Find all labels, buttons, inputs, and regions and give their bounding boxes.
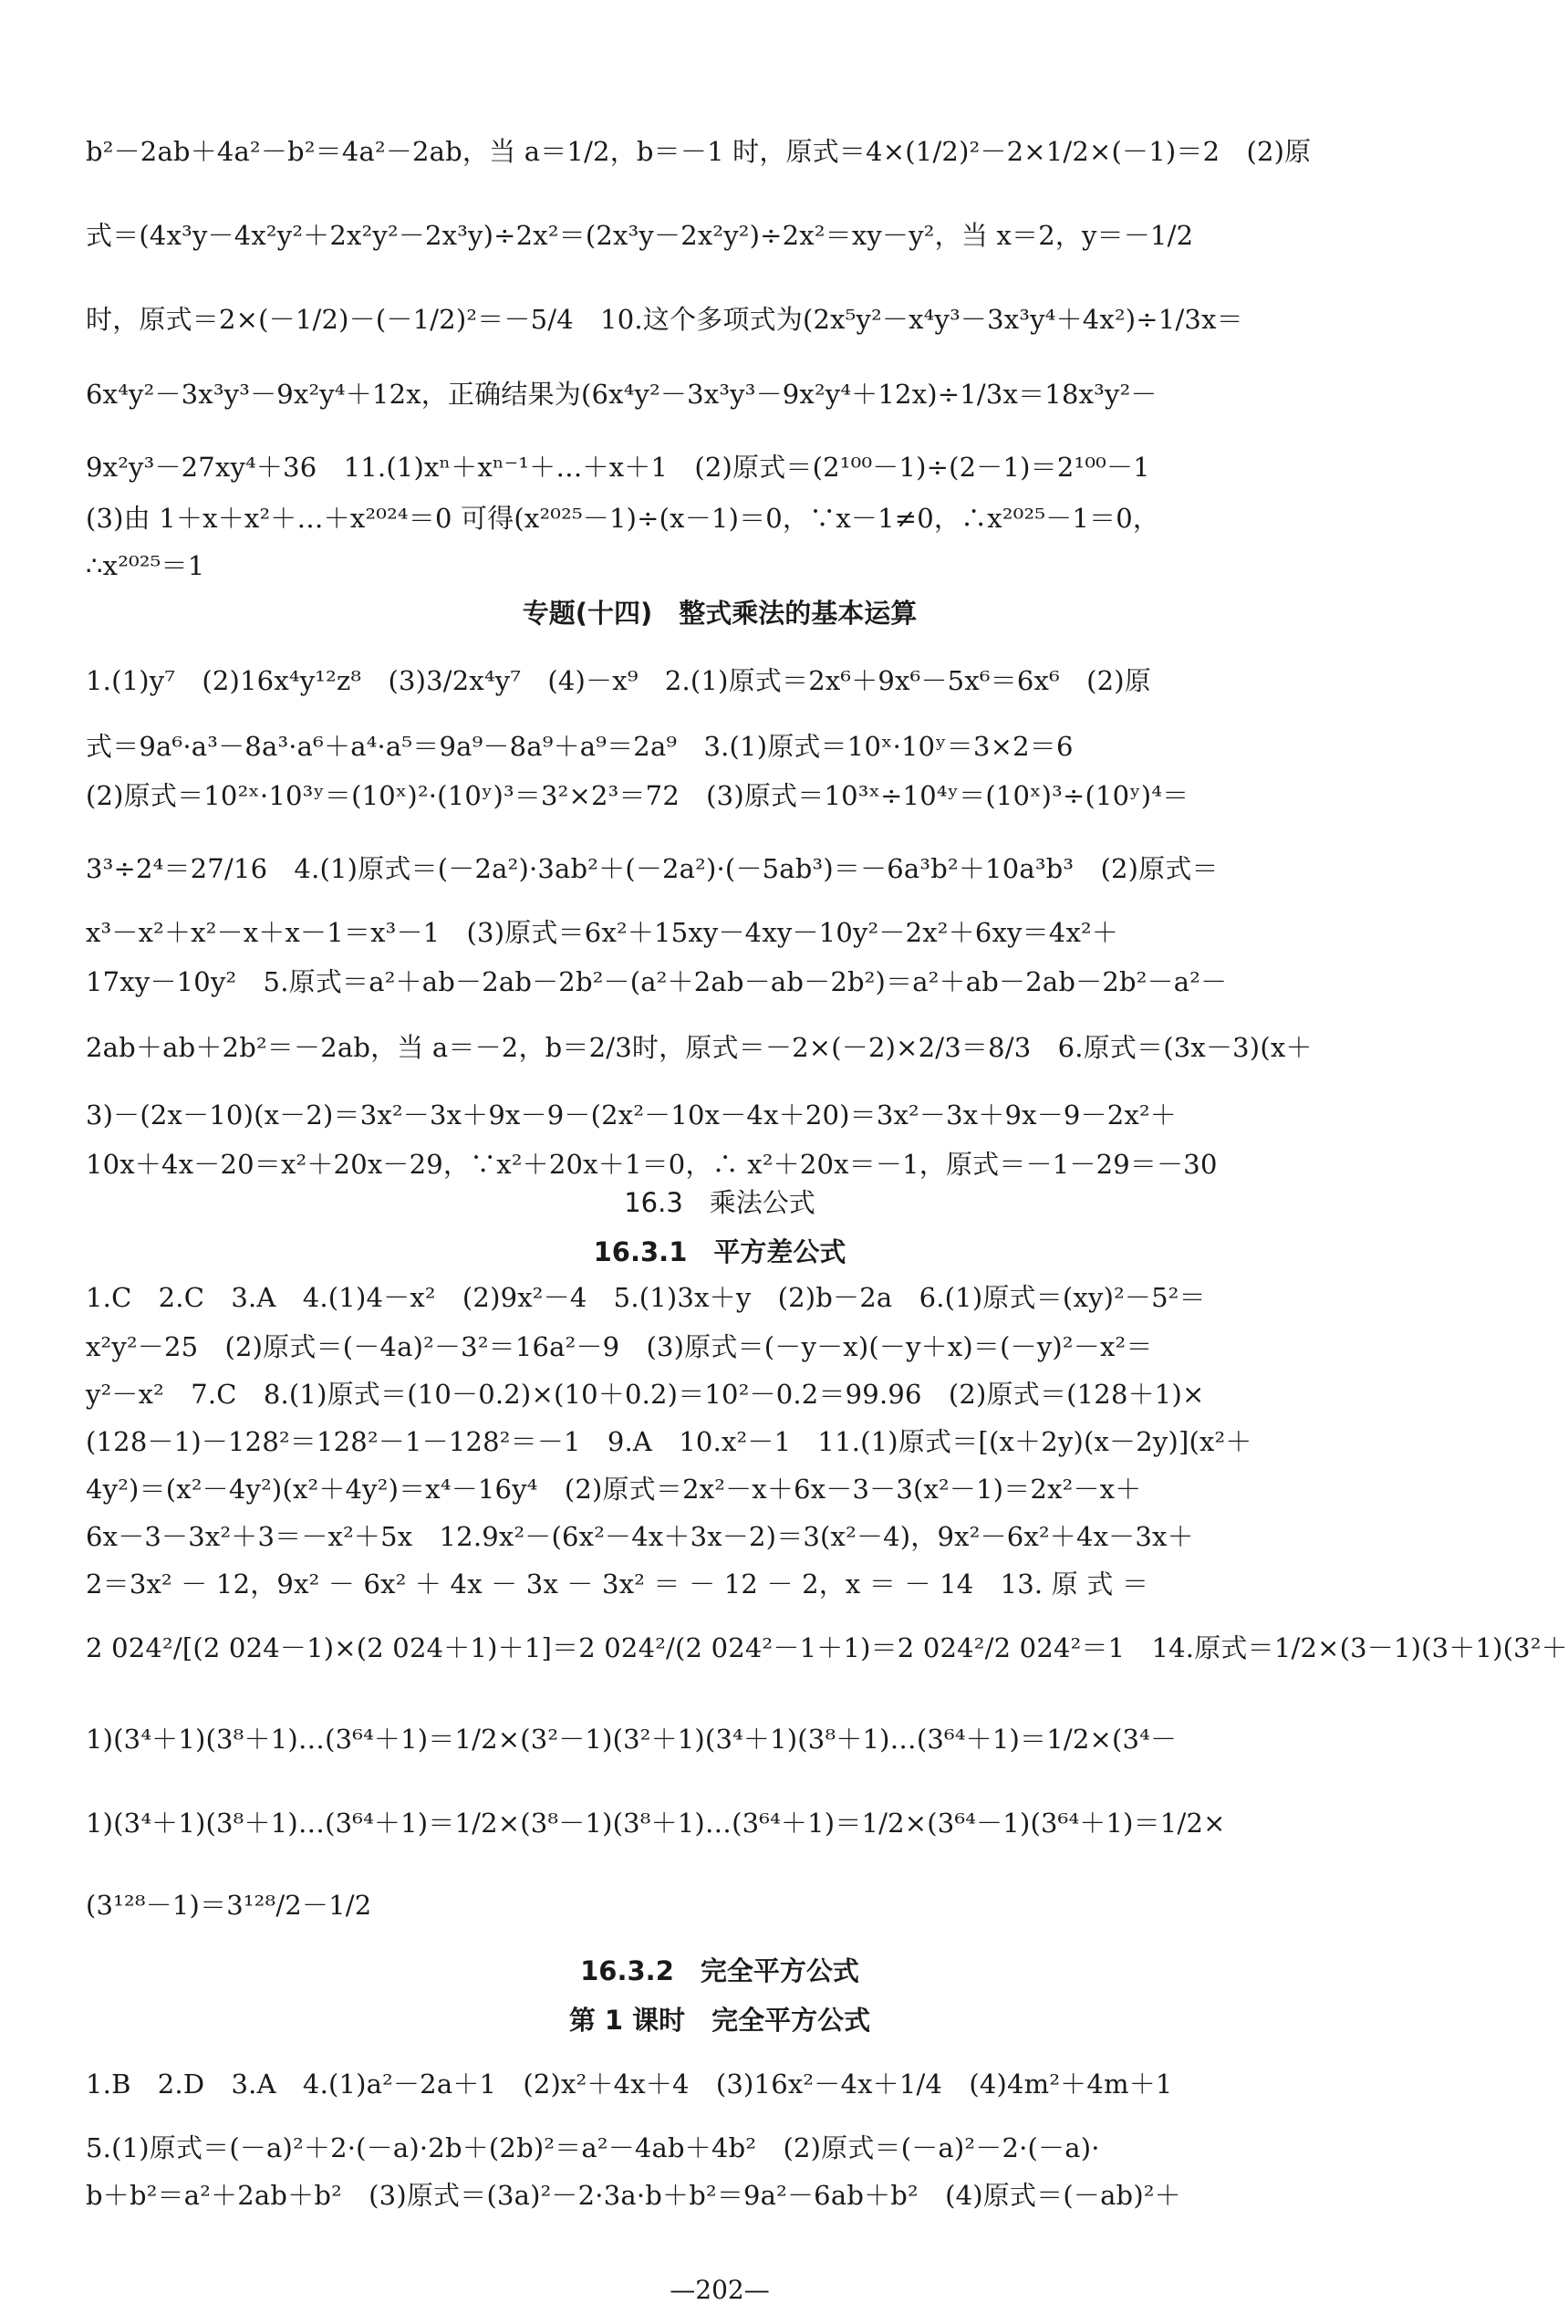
- text-line: 式＝9a⁶·a³－8a³·a⁶＋a⁴·a⁵＝9a⁹－8a⁹＋a⁹＝2a⁹ 3.(1)原式＝10ˣ·10ʸ＝3×2＝6: [86, 731, 1074, 762]
- text-line: 4y²)＝(x²－4y²)(x²＋4y²)＝x⁴－16y⁴ (2)原式＝2x²－x＋6x－3－3(x²－1)＝2x²－x＋: [86, 1474, 1142, 1505]
- text-line: 2ab＋ab＋2b²＝－2ab，当 a＝－2，b＝2/3时，原式＝－2×(－2)×2/3＝8/3 6.原式＝(3x－3)(x＋: [86, 1032, 1313, 1063]
- text-line: 1)(3⁴＋1)(3⁸＋1)…(3⁶⁴＋1)＝1/2×(3²－1)(3²＋1)(3⁴＋1)(3⁸＋1)…(3⁶⁴＋1)＝1/2×(3⁴－: [86, 1724, 1178, 1755]
- text-line: 式＝(4x³y－4x²y²＋2x²y²－2x³y)÷2x²＝(2x³y－2x²y²)÷2x²＝xy－y²，当 x＝2，y＝－1/2: [86, 220, 1194, 251]
- text-line: b²－2ab＋4a²－b²＝4a²－2ab，当 a＝1/2，b＝－1 时，原式＝4×(1/2)²－2×1/2×(－1)＝2 (2)原: [86, 136, 1312, 167]
- text-line: (2)原式＝10²ˣ·10³ʸ＝(10ˣ)²·(10ʸ)³＝3²×2³＝72 (3)原式＝10³ˣ÷10⁴ʸ＝(10ˣ)³÷(10ʸ)⁴＝: [86, 780, 1189, 811]
- text-line: (3)由 1＋x＋x²＋…＋x²⁰²⁴＝0 可得(x²⁰²⁵－1)÷(x－1)＝0，∵x－1≠0，∴x²⁰²⁵－1＝0，: [86, 503, 1160, 534]
- answer-page: [86, 0, 1568, 2324]
- text-line: 10x＋4x－20＝x²＋20x－29，∵x²＋20x＋1＝0，∴ x²＋20x＝－1，原式＝－1－29＝－30: [86, 1149, 1218, 1180]
- text-line: 1.C 2.C 3.A 4.(1)4－x² (2)9x²－4 5.(1)3x＋y (2)b－2a 6.(1)原式＝(xy)²－5²＝: [86, 1282, 1206, 1313]
- lesson-heading: 第 1 课时 完全平方公式: [568, 2005, 871, 2036]
- text-line: 5.(1)原式＝(－a)²＋2·(－a)·2b＋(2b)²＝a²－4ab＋4b² (2)原式＝(－a)²－2·(－a)·: [86, 2132, 1100, 2163]
- section-heading: 16.3 乘法公式: [624, 1187, 815, 1218]
- text-line: y²－x² 7.C 8.(1)原式＝(10－0.2)×(10＋0.2)＝10²－0.2＝99.96 (2)原式＝(128＋1)×: [86, 1379, 1205, 1410]
- text-line: x³－x²＋x²－x＋x－1＝x³－1 (3)原式＝6x²＋15xy－4xy－10y²－2x²＋6xy＝4x²＋: [86, 917, 1119, 948]
- text-line: 9x²y³－27xy⁴＋36 11.(1)xⁿ＋xⁿ⁻¹＋…＋x＋1 (2)原式＝(2¹⁰⁰－1)÷(2－1)＝2¹⁰⁰－1: [86, 452, 1150, 483]
- text-line: (3¹²⁸－1)＝3¹²⁸/2－1/2: [86, 1890, 372, 1921]
- text-line: 6x⁴y²－3x³y³－9x²y⁴＋12x，正确结果为(6x⁴y²－3x³y³－9x²y⁴＋12x)÷1/3x＝18x³y²－: [86, 379, 1158, 410]
- text-line: 时，原式＝2×(－1/2)－(－1/2)²＝－5/4 10.这个多项式为(2x⁵y²－x⁴y³－3x³y⁴＋4x²)÷1/3x＝: [86, 304, 1243, 335]
- text-line: x²y²－25 (2)原式＝(－4a)²－3²＝16a²－9 (3)原式＝(－y－x)(－y＋x)＝(－y)²－x²＝: [86, 1331, 1153, 1362]
- page-number: —202—: [670, 2275, 770, 2305]
- text-line: (128－1)－128²＝128²－1－128²＝－1 9.A 10.x²－1 11.(1)原式＝[(x＋2y)(x－2y)](x²＋: [86, 1426, 1252, 1457]
- text-line: 17xy－10y² 5.原式＝a²＋ab－2ab－2b²－(a²＋2ab－ab－2b²)＝a²＋ab－2ab－2b²－a²－: [86, 966, 1228, 997]
- text-line: 1)(3⁴＋1)(3⁸＋1)…(3⁶⁴＋1)＝1/2×(3⁸－1)(3⁸＋1)…(3⁶⁴＋1)＝1/2×(3⁶⁴－1)(3⁶⁴＋1)＝1/2×: [86, 1808, 1226, 1839]
- text-line: 3)－(2x－10)(x－2)＝3x²－3x＋9x－9－(2x²－10x－4x＋20)＝3x²－3x＋9x－9－2x²＋: [86, 1099, 1177, 1131]
- text-line: 1.B 2.D 3.A 4.(1)a²－2a＋1 (2)x²＋4x＋4 (3)16x²－4x＋1/4 (4)4m²＋4m＋1: [86, 2069, 1173, 2100]
- text-line: 3³÷2⁴＝27/16 4.(1)原式＝(－2a²)·3ab²＋(－2a²)·(－5ab³)＝－6a³b²＋10a³b³ (2)原式＝: [86, 853, 1219, 884]
- section-heading: 专题(十四) 整式乘法的基本运算: [522, 598, 918, 629]
- subsection-heading: 16.3.1 平方差公式: [593, 1236, 846, 1267]
- subsection-heading: 16.3.2 完全平方公式: [580, 1955, 859, 1986]
- text-line: 1.(1)y⁷ (2)16x⁴y¹²z⁸ (3)3/2x⁴y⁷ (4)－x⁹ 2.(1)原式＝2x⁶＋9x⁶－5x⁶＝6x⁶ (2)原: [86, 665, 1152, 696]
- text-line: ∴x²⁰²⁵＝1: [86, 550, 205, 581]
- text-line: b＋b²＝a²＋2ab＋b² (3)原式＝(3a)²－2·3a·b＋b²＝9a²－6ab＋b² (4)原式＝(－ab)²＋: [86, 2180, 1181, 2211]
- text-line: 2 024²/[(2 024－1)×(2 024＋1)＋1]＝2 024²/(2 024²－1＋1)＝2 024²/2 024²＝1 14.原式＝1/2×(3－1)(3＋1)(3²＋: [86, 1632, 1568, 1663]
- text-line: 6x－3－3x²＋3＝－x²＋5x 12.9x²－(6x²－4x＋3x－2)＝3(x²－4)，9x²－6x²＋4x－3x＋: [86, 1521, 1194, 1552]
- text-line: 2＝3x² － 12，9x² － 6x² ＋ 4x － 3x － 3x² ＝ － 12 － 2，x ＝ － 14 13. 原 式 ＝: [86, 1568, 1149, 1600]
